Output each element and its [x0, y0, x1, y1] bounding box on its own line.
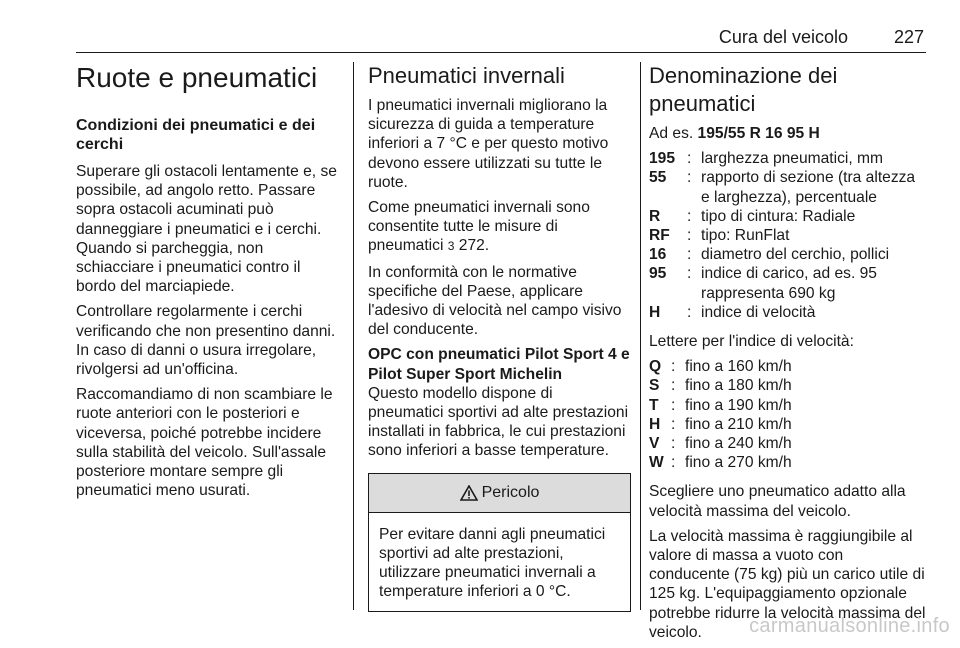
paragraph: Superare gli ostacoli lentamente e, se possibile, ad angolo retto. Passare sopra ostacoli acuminati può danneggiare i pneumatici e i cerchi. Quando si parcheggia, non schiacciare i pneumatici contro il bordo del marciapiede.: [76, 163, 337, 296]
list-value: fino a 180 km/h: [685, 377, 792, 395]
list-key: H: [649, 415, 661, 433]
section-title: Cura del veicolo: [718, 27, 848, 47]
list-value: diametro del cerchio, pollici: [701, 246, 890, 264]
page-ref-icon[interactable]: 3: [447, 239, 455, 254]
list-item: [649, 264, 927, 302]
list-separator: :: [671, 358, 676, 376]
list-key: W: [649, 454, 664, 472]
list-separator: :: [671, 377, 676, 395]
list-value: tipo: RunFlat: [701, 227, 790, 245]
chapter-title: Ruote e pneumatici: [76, 62, 318, 93]
paragraph: I pneumatici invernali migliorano la sicurezza di guida a temperature inferiori a 7 °C e per questo motivo devono essere utilizzati su tutte le ruote.: [368, 97, 609, 191]
warning-title: Pericolo: [481, 484, 540, 502]
subsection-heading: OPC con pneumatici Pilot Sport 4 e Pilot Super Sport Michelin: [368, 346, 630, 383]
warning-header: [369, 474, 630, 513]
list-value: rapporto di sezione (tra altezza e larghezza), percentuale: [701, 169, 916, 206]
tire-code-list: [649, 149, 927, 322]
list-key: Q: [649, 358, 662, 376]
list-item: [649, 376, 927, 395]
paragraph: Raccomandiamo di non scambiare le ruote anteriori con le posteriori e viceversa, poiché potrebbe incidere sulla stabilità del veicolo. Sull'assale posteriore montare sempre gli pneumatici meno usurati.: [76, 386, 333, 500]
list-separator: :: [687, 265, 692, 283]
list-item: [649, 434, 927, 453]
column-divider-2: [640, 62, 641, 610]
list-separator: :: [671, 415, 676, 433]
paragraph: In conformità con le normative specifiche del Paese, applicare l'adesivo di velocità nel campo visivo del conducente.: [368, 263, 622, 339]
list-separator: :: [671, 396, 676, 414]
example-line: [649, 124, 927, 143]
list-item: [649, 396, 927, 415]
list-value: tipo di cintura: Radiale: [701, 207, 856, 225]
list-item: [649, 303, 927, 322]
section-heading: Denominazione dei pneumatici: [649, 63, 838, 116]
section-heading: Condizioni dei pneumatici e dei cerchi: [76, 117, 316, 153]
list-key: RF: [649, 227, 670, 245]
list-key: H: [649, 303, 661, 321]
list-item: [649, 453, 927, 472]
list-value: indice di velocità: [701, 303, 816, 321]
list-separator: :: [687, 303, 692, 321]
list-item: [649, 149, 927, 168]
list-key: T: [649, 396, 659, 414]
list-separator: :: [687, 169, 692, 187]
list-item: [649, 245, 927, 264]
paragraph: La velocità massima è raggiungibile al valore di massa a vuoto con conducente (75 kg) più un carico utile di 125 kg. L'equipaggiamento opzionale potrebbe ridurre la velocità massima del veicolo.: [649, 527, 926, 641]
paragraph: Controllare regolarmente i cerchi verificando che non presentino danni. In caso di danni o usura irregolare, rivolgersi ad un'officina.: [76, 303, 336, 379]
warning-triangle-icon: [460, 485, 478, 501]
list-separator: :: [687, 246, 692, 264]
list-separator: :: [671, 435, 676, 453]
list-key: V: [649, 435, 660, 453]
list-item: [649, 207, 927, 226]
list-separator: :: [687, 207, 692, 225]
list-value: fino a 190 km/h: [685, 396, 792, 414]
watermark: carmanualsonline.info: [749, 615, 950, 637]
list-key: 95: [649, 265, 667, 283]
paragraph: Scegliere uno pneumatico adatto alla velocità massima del veicolo.: [649, 483, 906, 520]
left-column: [76, 62, 341, 506]
page-number: 227: [893, 27, 924, 47]
list-value: indice di carico, ad es. 95 rappresenta 690 kg: [701, 265, 877, 302]
speed-index-list: [649, 357, 927, 472]
list-value: fino a 160 km/h: [685, 358, 792, 376]
paragraph: [368, 198, 631, 257]
list-key: 195: [649, 150, 676, 168]
list-item: [649, 168, 927, 206]
paragraph: Questo modello dispone di pneumatici sportivi ad alte prestazioni installati in fabbrica, le cui prestazioni sono inferiori a basse temperature.: [368, 384, 629, 460]
list-value: fino a 270 km/h: [685, 454, 792, 472]
list-separator: :: [671, 454, 676, 472]
paragraph-text: Come pneumatici invernali sono consentite tutte le misure di pneumatici: [368, 199, 590, 255]
list-separator: :: [687, 150, 692, 168]
list-key: 55: [649, 169, 667, 187]
page-ref-link[interactable]: 272.: [454, 237, 490, 255]
list-key: 16: [649, 246, 667, 264]
list-value: larghezza pneumatici, mm: [701, 150, 884, 168]
list-value: fino a 210 km/h: [685, 415, 792, 433]
list-item: [649, 357, 927, 376]
page-header: [76, 24, 926, 53]
middle-column: [368, 62, 631, 612]
list-key: S: [649, 377, 660, 395]
section-heading: Pneumatici invernali: [368, 63, 565, 88]
example-prefix: Ad es.: [649, 125, 698, 142]
list-value: fino a 240 km/h: [685, 435, 792, 453]
column-divider-1: [353, 62, 354, 610]
right-column: [649, 62, 927, 648]
list-separator: :: [687, 227, 692, 245]
list-item: [649, 415, 927, 434]
list-key: R: [649, 207, 661, 225]
list-item: [649, 226, 927, 245]
example-code: 195/55 R 16 95 H: [697, 125, 820, 142]
warning-box: [368, 473, 631, 613]
warning-text: Per evitare danni agli pneumatici sportivi ad alte prestazioni, utilizzare pneumatici invernali a temperature inferiori a 0 °C.: [379, 525, 606, 601]
paragraph: Lettere per l'indice di velocità:: [649, 333, 854, 351]
